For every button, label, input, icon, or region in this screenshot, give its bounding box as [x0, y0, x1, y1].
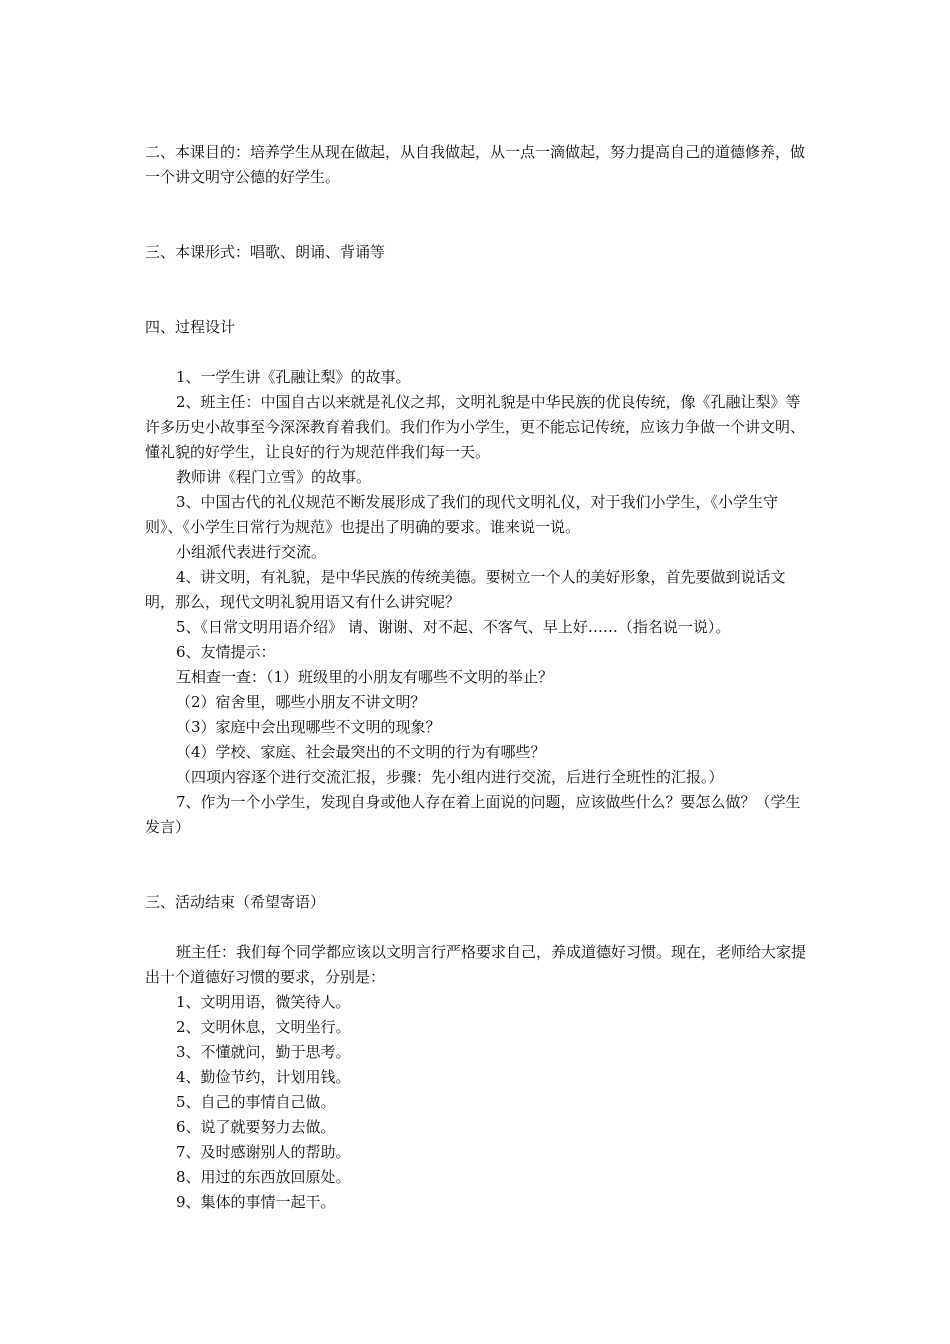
course-purpose-paragraph: 二、本课目的：培养学生从现在做起，从自我做起，从一点一滴做起，努力提高自己的道德修养，做一个讲文明守公德的好学生。 — [145, 143, 806, 186]
spacer — [145, 265, 809, 315]
process-step-4: 4、讲文明，有礼貌，是中华民族的传统美德。要树立一个人的美好形象，首先要做到说话文明，那么，现代文明礼貌用语又有什么讲究呢？ — [145, 568, 786, 611]
habit-item-7: 7、及时感谢别人的帮助。 — [176, 1143, 351, 1161]
course-format-paragraph: 三、本课形式：唱歌、朗诵、背诵等 — [145, 243, 386, 261]
process-teacher-story: 教师讲《程门立雪》的故事。 — [176, 468, 372, 486]
habit-item-5: 5、自己的事情自己做。 — [176, 1093, 336, 1111]
class-teacher-intro: 班主任：我们每个同学都应该以文明言行严格要求自己，养成道德好习惯。现在，老师给大家提出十个道德好习惯的要求，分别是： — [145, 943, 807, 986]
process-step-1: 1、一学生讲《孔融让梨》的故事。 — [176, 368, 411, 386]
habit-item-8: 8、用过的东西放回原处。 — [176, 1168, 351, 1186]
spacer — [145, 340, 809, 365]
process-step-3: 3、中国古代的礼仪规范不断发展形成了我们的现代文明礼仪，对于我们小学生，《小学生守则》、《小学生日常行为规范》也提出了明确的要求。谁来说一说。 — [145, 493, 779, 536]
habit-item-9: 9、集体的事情一起干。 — [176, 1193, 336, 1211]
habit-item-4: 4、勤俭节约，计划用钱。 — [176, 1068, 351, 1086]
process-step-5: 5、《日常文明用语介绍》 请、谢谢、对不起、不客气、早上好……（指名说一说）。 — [176, 618, 731, 636]
spacer — [145, 190, 809, 240]
spacer — [145, 840, 809, 890]
process-group-exchange: 小组派代表进行交流。 — [176, 543, 327, 561]
activity-end-heading: 三、活动结束（希望寄语） — [145, 893, 326, 911]
habit-item-2: 2、文明休息，文明坐行。 — [176, 1018, 351, 1036]
process-design-heading: 四、过程设计 — [145, 318, 236, 336]
check-item-2: （2）宿舍里，哪些小朋友不讲文明？ — [176, 693, 426, 711]
check-note: （四项内容逐个进行交流汇报，步骤：先小组内进行交流，后进行全班性的汇报。） — [176, 768, 724, 786]
check-item-3: （3）家庭中会出现哪些不文明的现象？ — [176, 718, 441, 736]
document-page — [145, 140, 809, 1215]
habit-item-3: 3、不懂就问，勤于思考。 — [176, 1043, 351, 1061]
habit-item-6: 6、说了就要努力去做。 — [176, 1118, 336, 1136]
check-item-4: （4）学校、家庭、社会最突出的不文明的行为有哪些？ — [176, 743, 546, 761]
check-item-1: 互相查一查：（1）班级里的小朋友有哪些不文明的举止？ — [176, 668, 554, 686]
process-step-7: 7、作为一个小学生，发现自身或他人存在着上面说的问题，应该做些什么？要怎么做？（学生发言） — [145, 793, 801, 836]
process-step-6: 6、友情提示： — [176, 643, 276, 661]
habit-item-1: 1、文明用语，微笑待人。 — [176, 993, 351, 1011]
process-step-2: 2、班主任：中国自古以来就是礼仪之邦，文明礼貌是中华民族的优良传统，像《孔融让梨》等许多历史小故事至今深深教育着我们。我们作为小学生，更不能忘记传统，应该力争做一个讲文明、懂礼貌的好学生，让良好的行为规范伴我们每一天。 — [145, 393, 806, 461]
spacer — [145, 915, 809, 940]
